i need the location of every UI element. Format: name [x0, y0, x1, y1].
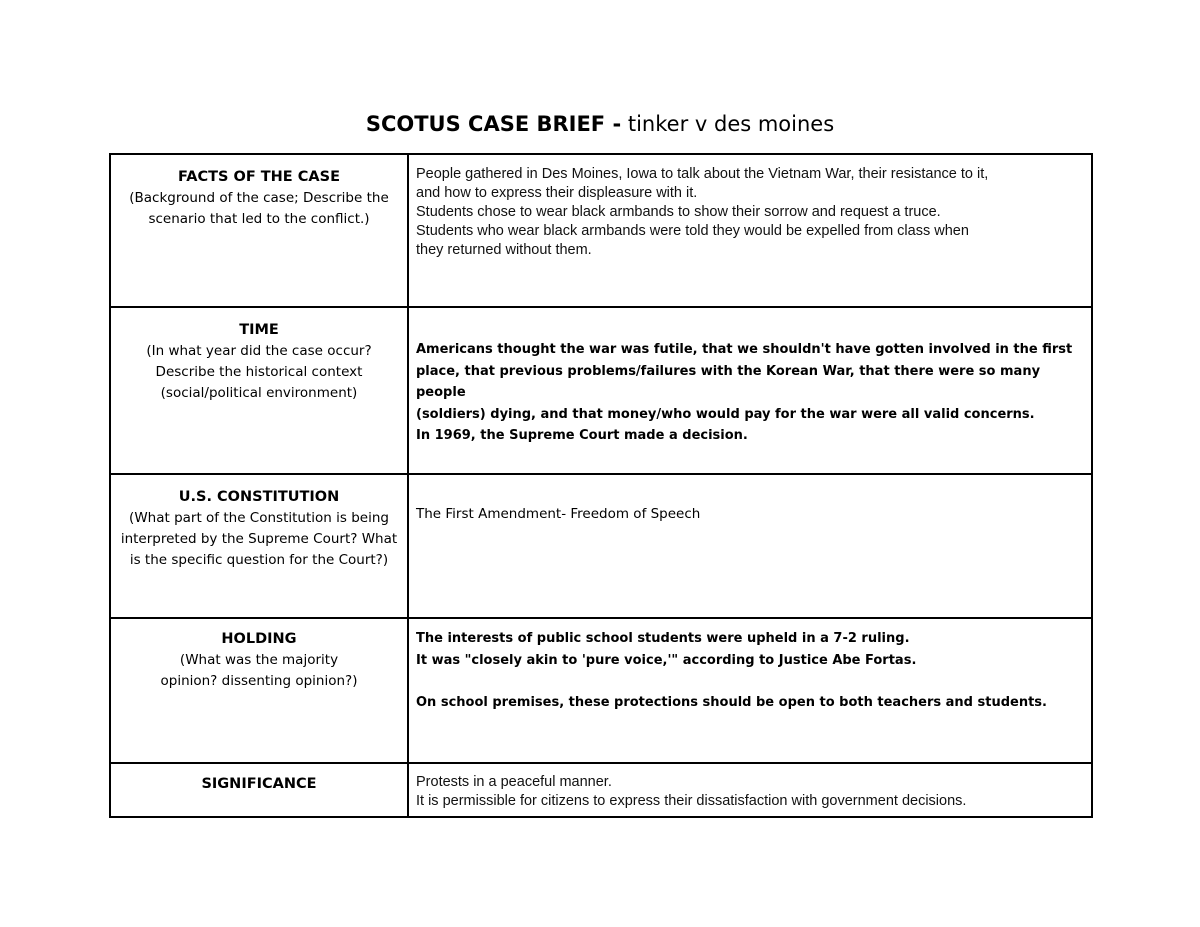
- facts-line: they returned without them.: [416, 242, 592, 258]
- significance-content-cell: [408, 763, 1092, 817]
- facts-content-cell: [408, 154, 1092, 307]
- row-constitution: [110, 474, 1092, 618]
- constitution-content-cell: [408, 474, 1092, 618]
- holding-line: The interests of public school students were upheld in a 7-2 ruling.: [416, 631, 910, 646]
- facts-content: [416, 165, 1083, 260]
- constitution-line: The First Amendment- Freedom of Speech: [416, 506, 701, 522]
- time-content-cell: [408, 307, 1092, 474]
- time-line: Americans thought the war was futile, that we shouldn't have gotten involved in the first: [416, 342, 1073, 357]
- holding-blank-line: [416, 671, 1083, 692]
- holding-heading: HOLDING: [221, 631, 297, 647]
- significance-line: It is permissible for citizens to express their dissatisfaction with government decisions.: [416, 793, 967, 809]
- page-title: [0, 112, 1200, 136]
- row-holding: [110, 618, 1092, 763]
- facts-label-cell: [110, 154, 408, 307]
- significance-content: [416, 773, 1083, 811]
- constitution-heading: U.S. CONSTITUTION: [178, 489, 340, 505]
- row-facts: [110, 154, 1092, 307]
- holding-content-cell: [408, 618, 1092, 763]
- time-description: (In what year did the case occur? Describe the historical context (social/political environment): [146, 343, 372, 401]
- row-time: [110, 307, 1092, 474]
- facts-line: and how to express their displeasure with it.: [416, 185, 698, 201]
- holding-line: On school premises, these protections should be open to both teachers and students.: [416, 695, 1047, 710]
- time-line: In 1969, the Supreme Court made a decision.: [416, 428, 748, 443]
- row-significance: [110, 763, 1092, 817]
- holding-description: (What was the majority opinion? dissenting opinion?): [160, 652, 358, 689]
- time-heading: TIME: [239, 322, 279, 338]
- constitution-description: (What part of the Constitution is being interpreted by the Supreme Court? What is the specific question for the Court?): [120, 510, 398, 568]
- significance-line: Protests in a peaceful manner.: [416, 774, 612, 790]
- facts-line: Students chose to wear black armbands to show their sorrow and request a truce.: [416, 204, 941, 220]
- constitution-label-cell: [110, 474, 408, 618]
- facts-line: People gathered in Des Moines, Iowa to talk about the Vietnam War, their resistance to it,: [416, 166, 989, 182]
- holding-content: [416, 628, 1083, 714]
- holding-line: It was "closely akin to 'pure voice,'" according to Justice Abe Fortas.: [416, 652, 917, 668]
- facts-heading: FACTS OF THE CASE: [178, 169, 340, 185]
- holding-label-cell: [110, 618, 408, 763]
- time-line: (soldiers) dying, and that money/who would pay for the war were all valid concerns.: [416, 406, 1035, 422]
- time-content: [416, 339, 1083, 447]
- title-bold: SCOTUS CASE BRIEF -: [365, 112, 622, 136]
- significance-heading: SIGNIFICANCE: [201, 776, 317, 792]
- title-case-name: tinker v des moines: [621, 112, 835, 136]
- facts-description: (Background of the case; Describe the scenario that led to the conflict.): [129, 190, 389, 227]
- time-label-cell: [110, 307, 408, 474]
- case-brief-table: [109, 153, 1093, 818]
- time-line: place, that previous problems/failures with the Korean War, that there were so many people: [416, 363, 1045, 400]
- significance-label-cell: [110, 763, 408, 817]
- constitution-content: [416, 504, 1083, 525]
- facts-line: Students who wear black armbands were told they would be expelled from class when: [416, 223, 969, 239]
